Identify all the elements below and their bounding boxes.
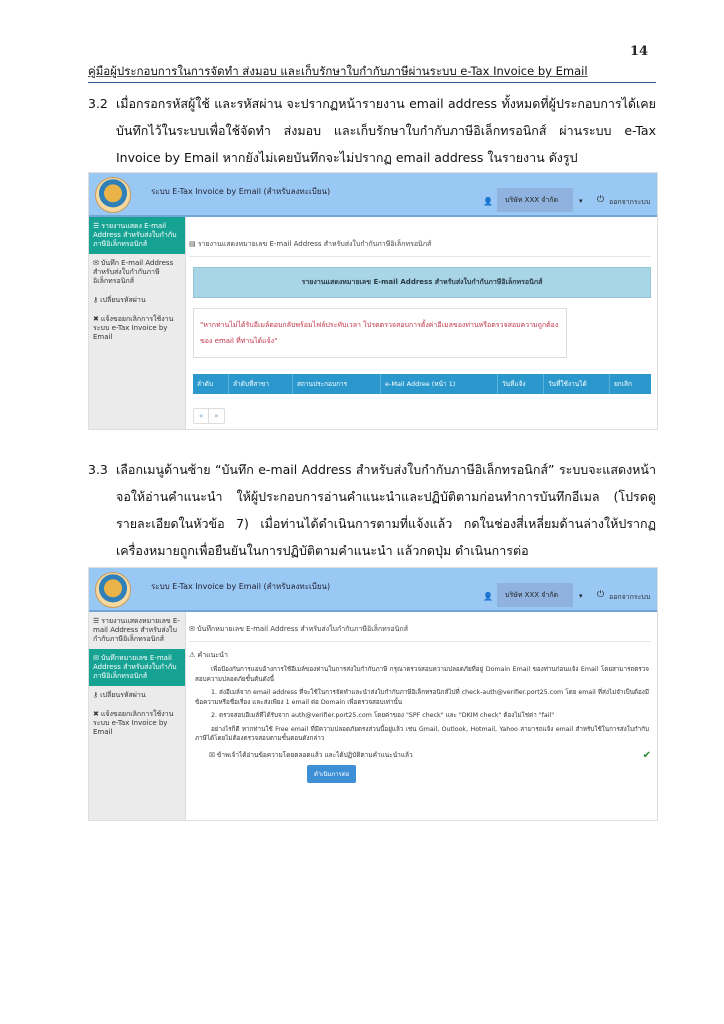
section-number: 3.2: [88, 96, 108, 111]
instruction-paragraph: 2. ตรวจสอบอีเมล์ที่ได้รับจาก auth@verifier.port25.com โดยค่าของ "SPF check" และ "DKIM check" ต้องไม่ใช่ค่า "fail": [211, 712, 555, 719]
section-text: เมื่อกรอกรหัสผู้ใช้ และรหัสผ่าน จะปรากฏหน้ารายงาน email address ทั้งหมดที่ผู้ประกอบการได้เคยบันทึกไว้ในระบบเพื่อใช้จัดทำ ส่งมอบ และเก็บรักษาใบกำกับภาษีอิเล็กทรอนิกส์ ผ่านระบบ e-Tax Invoice by Email หากยังไม่เคยบันทึกจะไม่ปรากฏ email address ในรายงาน ดังรูป: [116, 96, 656, 165]
key-icon: ⚷: [93, 296, 99, 304]
column-header[interactable]: วันที่ใช้งานได้: [544, 374, 610, 394]
screenshot-save-email: [88, 567, 658, 821]
sidebar-item-email-report[interactable]: [89, 612, 185, 649]
section-3-2: [88, 90, 656, 171]
sidebar-item-email-report[interactable]: [89, 217, 185, 254]
sidebar-item-label: แจ้งขอยกเลิกการใช้งานระบบ e-Tax Invoice by Email: [93, 315, 174, 341]
key-icon: ⚷: [93, 691, 99, 699]
user-icon: 👤: [483, 197, 493, 206]
warning-icon: ⚠: [189, 651, 198, 659]
list-icon: ☰: [93, 617, 100, 625]
user-icon: 👤: [483, 592, 493, 601]
instructions-heading: [187, 642, 657, 661]
sidebar-item-label: บันทึกหมายเลข E-mail Address สำหรับส่งใบกำกับภาษีอิเล็กทรอนิกส์: [93, 654, 177, 680]
instructions-body: [195, 665, 649, 744]
section-number: 3.3: [88, 462, 108, 477]
sidebar-item-cancel-service[interactable]: [89, 310, 185, 347]
instruction-paragraph: เพื่อป้องกันการแอบอ้างการใช้อีเมล์ของท่านในการส่งใบกำกับภาษี กรุณาตรวจสอบความปลอดภัยที่อยู่ Domain Email ของท่านก่อนแจ้ง Email โดยสามารถตรวจสอบความปลอดภัยขั้นต้นดังนี้: [195, 666, 649, 683]
divider: [189, 256, 651, 257]
sidebar-item-save-email[interactable]: [89, 649, 185, 686]
sidebar-item-label: รายงานแสดง E-mail Address สำหรับส่งใบกำกับภาษีอิเล็กทรอนิกส์: [93, 222, 177, 248]
list-icon: ▤: [189, 240, 198, 248]
top-bar: [89, 173, 657, 217]
sidebar-item-label: เปลี่ยนรหัสผ่าน: [100, 691, 146, 699]
revenue-dept-logo-icon: [95, 572, 131, 608]
main-content: [187, 612, 657, 820]
logout-link[interactable]: ออกจากระบบ: [609, 198, 651, 206]
list-icon: ☰: [93, 222, 100, 230]
logout-link[interactable]: ออกจากระบบ: [609, 593, 651, 601]
sidebar-item-cancel-service[interactable]: [89, 705, 185, 742]
column-header[interactable]: ลำดับที่สาขา: [229, 374, 293, 394]
panel-title: รายงานแสดงหมายเลข E-mail Address สำหรับส่งใบกำกับภาษีอิเล็กทรอนิกส์: [193, 267, 651, 298]
breadcrumb: [187, 217, 657, 250]
envelope-icon: ✉: [189, 625, 198, 633]
sidebar: [89, 217, 186, 429]
warning-message: "หากท่านไม่ได้รับอีเมล์ตอบกลับพร้อมไฟล์ประทับเวลา โปรดตรวจสอบการตั้งค่าอีเมลของท่านหรือตรวจสอบความถูกต้องของ email ที่ท่านได้แจ้ง": [193, 308, 567, 358]
section-text: เลือกเมนูด้านซ้าย “บันทึก e-mail Address สำหรับส่งใบกำกับภาษีอิเล็กทรอนิกส์” ระบบจะแสดงหน้าจอให้อ่านคำแนะนำ ให้ผู้ประกอบการอ่านคำแนะนำและปฏิบัติตามก่อนทำการบันทึกอีเมล (โปรดดูรายละเอียดในหัวข้อ 7) เมื่อท่านได้ดำเนินการตามที่แจ้งแล้ว กดในช่องสี่เหลี่ยมด้านล่างให้ปรากฏเครื่องหมายถูกเพื่อยืนยันในการปฏิบัติตามคำแนะนำ แล้วกดปุ่ม ดำเนินการต่อ: [116, 462, 656, 558]
power-icon[interactable]: ⏻: [597, 590, 605, 600]
instruction-paragraph: 1. ส่งอีเมล์จาก email address ที่จะใช้ในการจัดทำและนำส่งใบกำกับภาษีอิเล็กทรอนิกส์ไปที่ check-auth@verifier.port25.com โดย email ที่ส่งไม่จำเป็นต้องมีข้อความหรือชื่อเรื่อง และส่งเพียง 1 email ต่อ Domain เพื่อตรวจสอบเท่านั้น: [195, 689, 649, 706]
page-number: 14: [630, 44, 649, 59]
check-icon: ✔: [642, 749, 651, 761]
breadcrumb: [187, 612, 657, 635]
breadcrumb-label: บันทึกหมายเลข E-mail Address สำหรับส่งใบกำกับภาษีอิเล็กทรอนิกส์: [197, 625, 408, 633]
envelope-icon: ✉: [93, 259, 99, 267]
chevron-down-icon[interactable]: ▾: [579, 592, 583, 600]
prev-page-button[interactable]: «: [199, 412, 204, 420]
close-icon: ✖: [93, 315, 99, 323]
column-header[interactable]: ยกเลิก: [614, 380, 632, 388]
main-content: [187, 217, 657, 429]
sidebar-item-save-email[interactable]: [89, 254, 185, 291]
sidebar-item-label: บันทึก E-mail Address สำหรับส่งใบกำกับภาษีอิเล็กทรอนิกส์: [93, 259, 174, 285]
agree-row: [209, 750, 657, 760]
user-menu[interactable]: บริษัท XXX จำกัด: [497, 188, 573, 212]
system-name: ระบบ E-Tax Invoice by Email (สำหรับลงทะเบียน): [151, 187, 331, 196]
sidebar-item-change-password[interactable]: [89, 291, 185, 310]
pagination: [193, 408, 225, 424]
power-icon[interactable]: ⏻: [597, 195, 605, 205]
sidebar-item-label: เปลี่ยนรหัสผ่าน: [100, 296, 146, 304]
continue-button[interactable]: ดำเนินการต่อ: [307, 765, 356, 783]
agree-label: ข้าพเจ้าได้อ่านข้อความโดยตลอดแล้ว และได้ปฏิบัติตามคำแนะนำแล้ว: [216, 750, 413, 759]
system-name: ระบบ E-Tax Invoice by Email (สำหรับลงทะเบียน): [151, 582, 331, 591]
instruction-paragraph: อย่างไรก็ดี หากท่านใช้ Free email ที่มีความปลอดภัยตรงส่วนนี้อยู่แล้ว เช่น Gmail, Outlook, Hotmail, Yahoo สามารถแจ้ง email สำหรับใช้ในการส่งใบกำกับภาษีได้โดยไม่ต้องตรวจสอบตามขั้นตอนดังกล่าว: [195, 725, 649, 742]
top-bar: [89, 568, 657, 612]
chevron-down-icon[interactable]: ▾: [579, 197, 583, 205]
sidebar-item-label: แจ้งขอยกเลิกการใช้งานระบบ e-Tax Invoice by Email: [93, 710, 174, 736]
column-header[interactable]: ลำดับ: [193, 374, 229, 394]
column-header[interactable]: สถานประกอบการ: [293, 374, 381, 394]
sidebar: [89, 612, 186, 820]
section-3-3: [88, 456, 656, 564]
running-header: คู่มือผู้ประกอบการในการจัดทำ ส่งมอบ และเก็บรักษาใบกำกับภาษีผ่านระบบ e-Tax Invoice by Email: [88, 63, 656, 83]
sidebar-item-change-password[interactable]: [89, 686, 185, 705]
instructions-title: คำแนะนำ: [197, 651, 228, 659]
user-menu[interactable]: บริษัท XXX จำกัด: [497, 583, 573, 607]
breadcrumb-label: รายงานแสดงหมายเลข E-mail Address สำหรับส่งใบกำกับภาษีอิเล็กทรอนิกส์: [197, 240, 432, 248]
close-icon: ✖: [93, 710, 99, 718]
envelope-icon: ✉: [93, 654, 99, 662]
column-header[interactable]: e-Mail Addree (หน้า 1): [381, 374, 498, 394]
table-header: [193, 374, 651, 394]
sidebar-item-label: รายงานแสดงหมายเลข E-mail Address สำหรับส่งใบกำกับภาษีอิเล็กทรอนิกส์: [93, 617, 180, 643]
next-page-button[interactable]: »: [208, 409, 223, 423]
column-header[interactable]: วันที่แจ้ง: [498, 374, 544, 394]
revenue-dept-logo-icon: [95, 177, 131, 213]
screenshot-email-report: [88, 172, 658, 430]
agree-checkbox[interactable]: ☒: [209, 750, 215, 759]
